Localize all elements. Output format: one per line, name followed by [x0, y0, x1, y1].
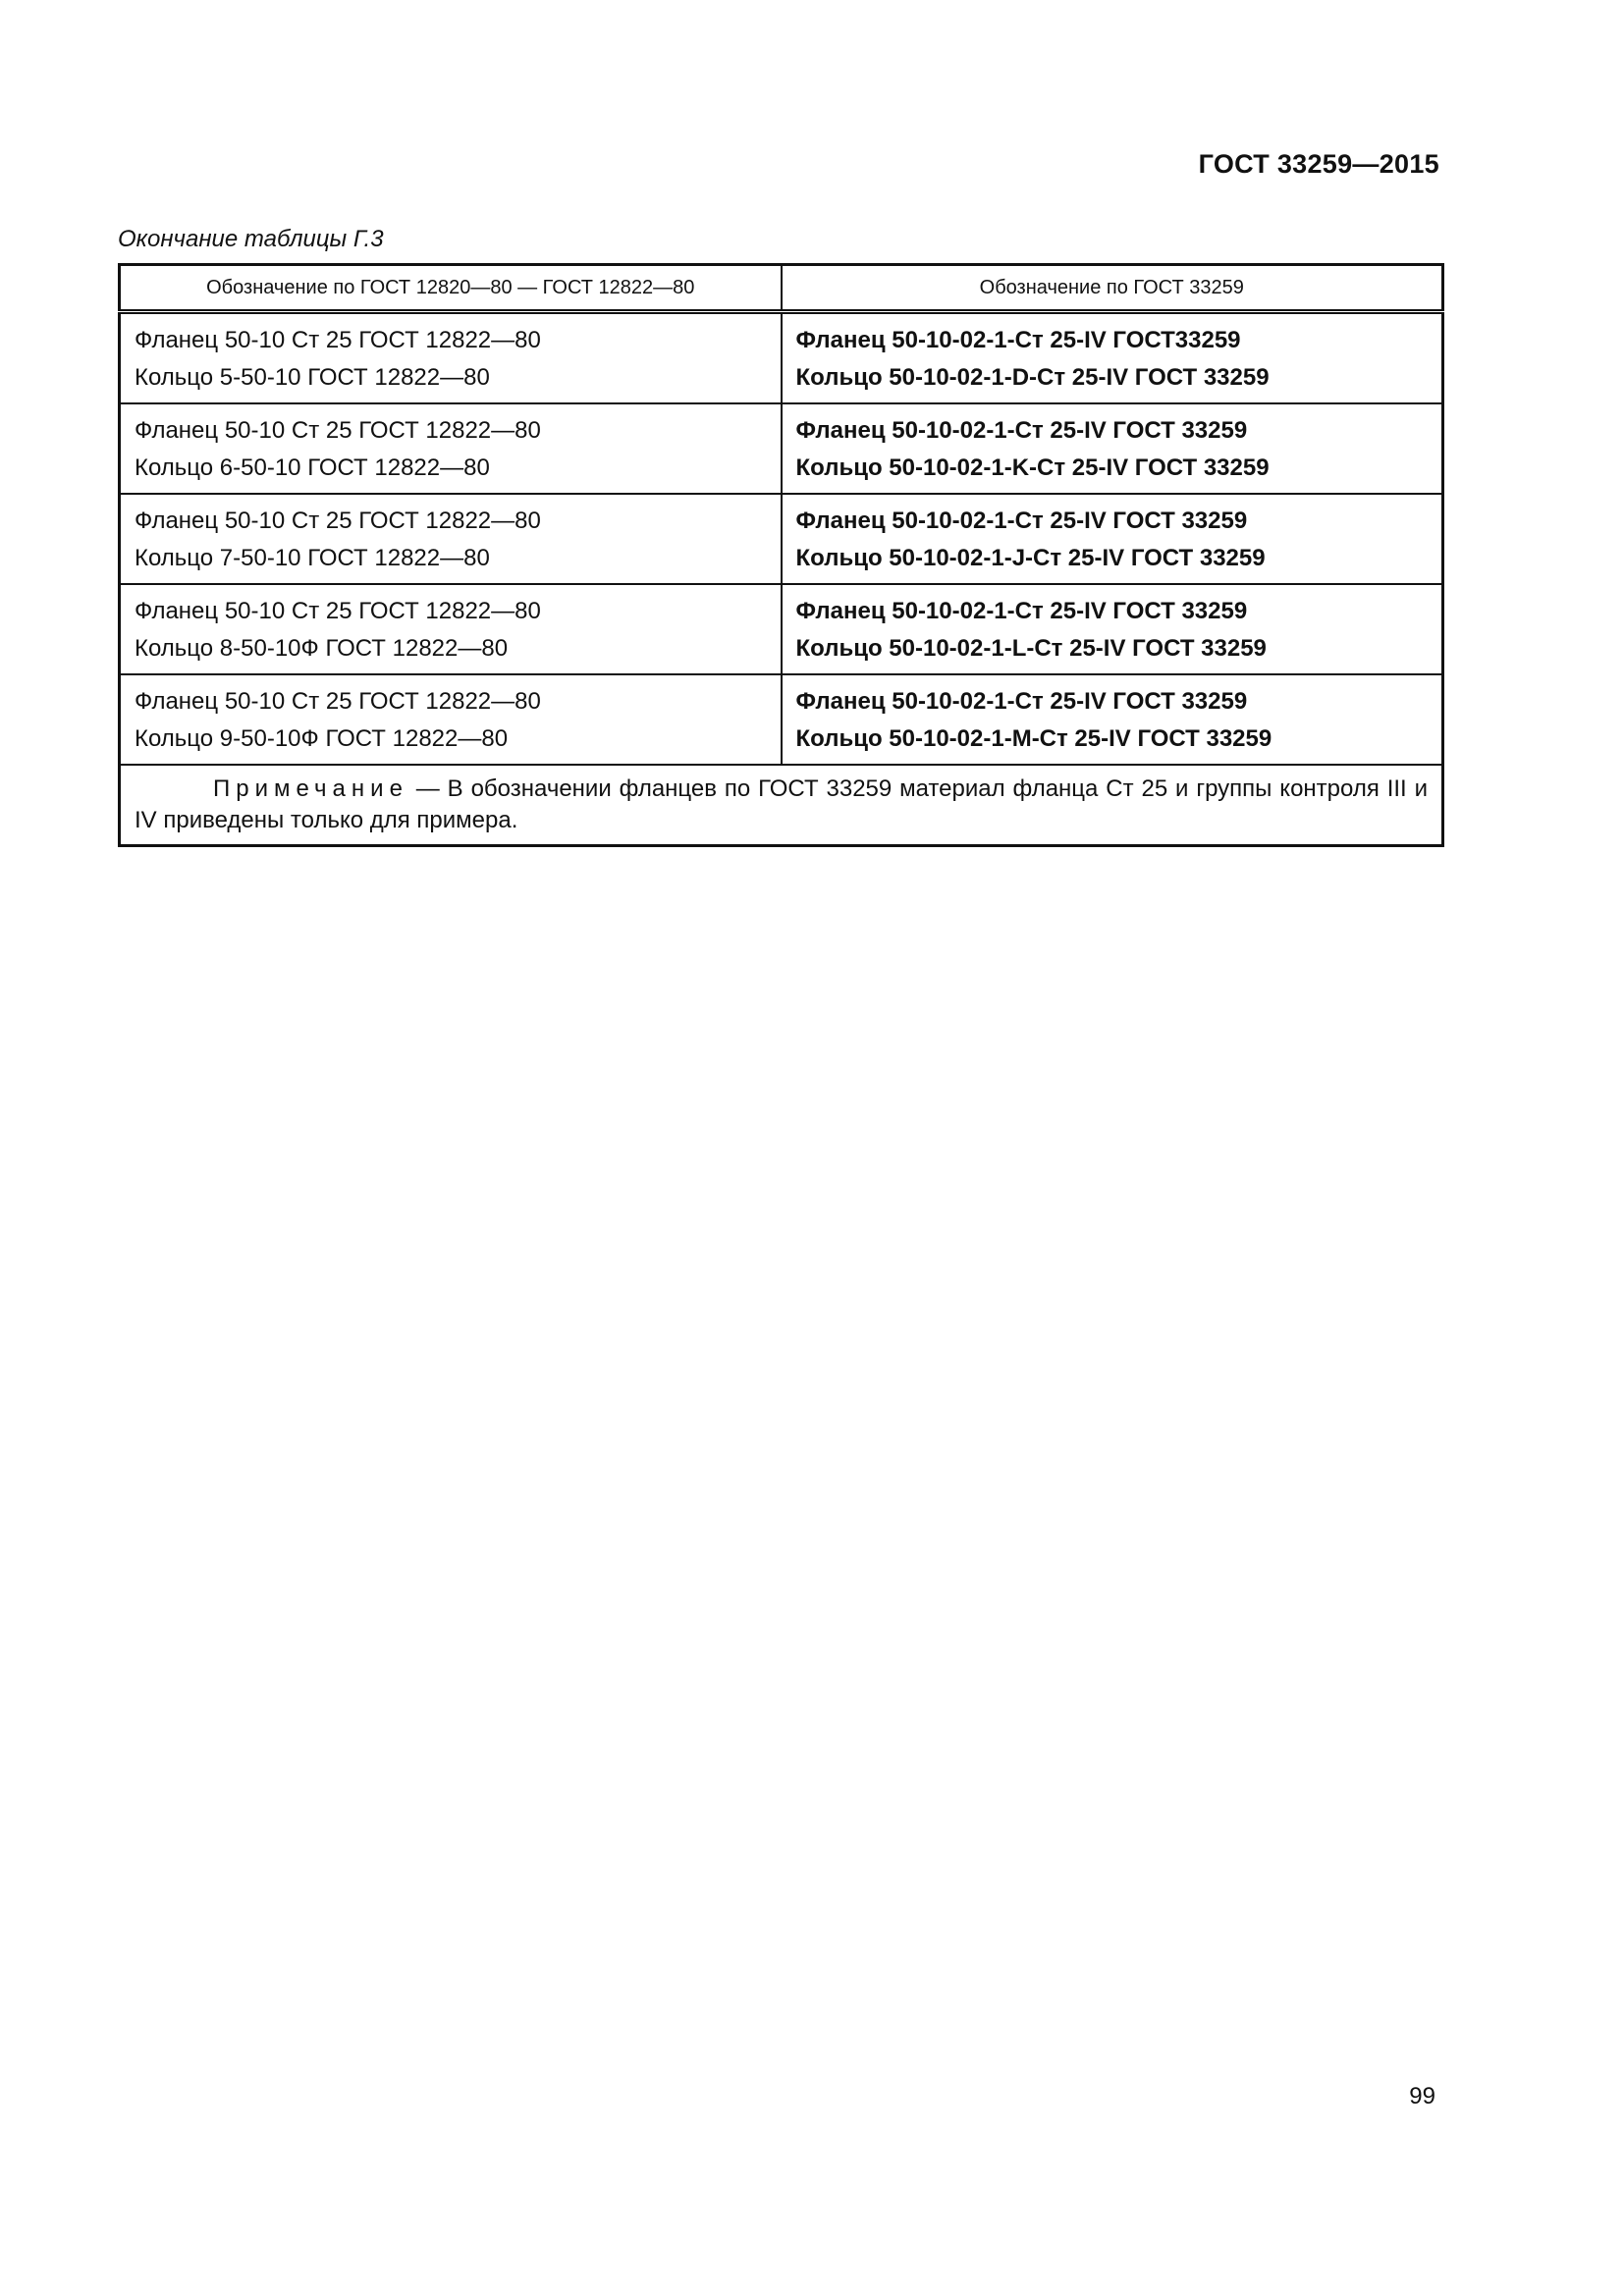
table-row: [120, 494, 1443, 584]
table-caption: Окончание таблицы Г.3: [118, 226, 384, 252]
new-flange-designation: Фланец 50-10-02-1-Ст 25-IV ГОСТ 33259: [795, 688, 1248, 715]
new-ring-designation: Кольцо 50-10-02-1-K-Ст 25-IV ГОСТ 33259: [795, 454, 1270, 481]
old-ring-designation: Кольцо 6-50-10 ГОСТ 12822—80: [135, 454, 490, 481]
new-flange-designation: Фланец 50-10-02-1-Ст 25-IV ГОСТ 33259: [795, 598, 1248, 624]
column-header-old-designation: Обозначение по ГОСТ 12820—80 — ГОСТ 12822—80: [120, 265, 782, 312]
table-row: [120, 584, 1443, 674]
note-text: — В обозначении фланцев по ГОСТ 33259 материал фланца Ст 25 и группы контроля III и IV приведены только для примера.: [135, 775, 1428, 833]
page-number: 99: [1409, 2083, 1435, 2109]
old-flange-designation: Фланец 50-10 Ст 25 ГОСТ 12822—80: [135, 688, 541, 715]
old-designation-cell: [120, 584, 782, 674]
new-flange-designation: Фланец 50-10-02-1-Ст 25-IV ГОСТ33259: [795, 327, 1241, 353]
new-ring-designation: Кольцо 50-10-02-1-J-Ст 25-IV ГОСТ 33259: [795, 545, 1266, 571]
table-row: [120, 403, 1443, 494]
old-designation-cell: [120, 674, 782, 765]
old-ring-designation: Кольцо 5-50-10 ГОСТ 12822—80: [135, 364, 490, 391]
old-ring-designation: Кольцо 9-50-10Ф ГОСТ 12822—80: [135, 725, 509, 752]
old-flange-designation: Фланец 50-10 Ст 25 ГОСТ 12822—80: [135, 507, 541, 534]
old-ring-designation: Кольцо 8-50-10Ф ГОСТ 12822—80: [135, 635, 509, 662]
old-ring-designation: Кольцо 7-50-10 ГОСТ 12822—80: [135, 545, 490, 571]
new-ring-designation: Кольцо 50-10-02-1-D-Ст 25-IV ГОСТ 33259: [795, 364, 1270, 391]
page-header-standard-code: ГОСТ 33259—2015: [1198, 149, 1439, 179]
column-header-new-designation: Обозначение по ГОСТ 33259: [782, 265, 1443, 312]
new-designation-cell: [782, 312, 1443, 404]
table-row: [120, 674, 1443, 765]
old-flange-designation: Фланец 50-10 Ст 25 ГОСТ 12822—80: [135, 417, 541, 444]
old-designation-cell: [120, 312, 782, 404]
old-designation-cell: [120, 403, 782, 494]
old-designation-cell: [120, 494, 782, 584]
table-header-row: [120, 265, 1443, 312]
new-ring-designation: Кольцо 50-10-02-1-M-Ст 25-IV ГОСТ 33259: [795, 725, 1272, 752]
note-label: Примечание: [213, 775, 408, 802]
old-flange-designation: Фланец 50-10 Ст 25 ГОСТ 12822—80: [135, 327, 541, 353]
table-row: [120, 312, 1443, 404]
table-note-cell: [120, 765, 1443, 846]
old-flange-designation: Фланец 50-10 Ст 25 ГОСТ 12822—80: [135, 598, 541, 624]
new-designation-cell: [782, 584, 1443, 674]
new-ring-designation: Кольцо 50-10-02-1-L-Ст 25-IV ГОСТ 33259: [795, 635, 1267, 662]
new-flange-designation: Фланец 50-10-02-1-Ст 25-IV ГОСТ 33259: [795, 507, 1248, 534]
new-designation-cell: [782, 494, 1443, 584]
new-designation-cell: [782, 403, 1443, 494]
designation-table: [118, 263, 1444, 847]
table-note-row: [120, 765, 1443, 846]
new-flange-designation: Фланец 50-10-02-1-Ст 25-IV ГОСТ 33259: [795, 417, 1248, 444]
new-designation-cell: [782, 674, 1443, 765]
